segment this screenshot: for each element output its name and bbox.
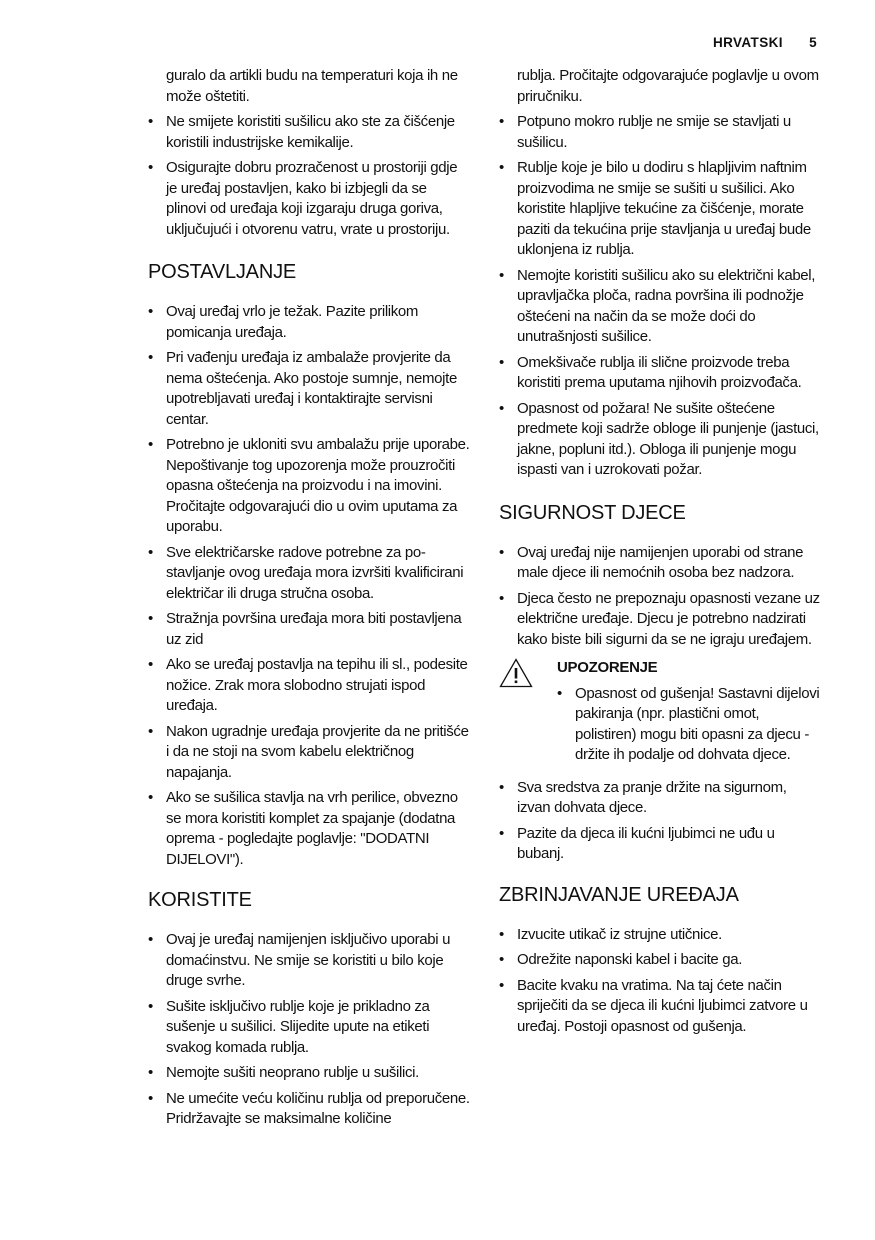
list-item: • Opasnost od gušenja! Sastavni dijelovi pakiranja (npr. plastični omot, polistiren) mogu biti opasni za djecu - držite ih podalje od dohvata djece.	[557, 684, 821, 766]
koristite-list-continued	[499, 112, 821, 481]
list-item: • Pazite da djeca ili kućni ljubimci ne uđu u bubanj.	[499, 824, 821, 865]
list-item: • Ne smijete koristiti sušilicu ako ste za čišćenje koristili industrijske kemikalije.	[148, 112, 470, 153]
list-item: • Pri vađenju uređaja iz ambalaže provjerite da nema oštećenja. Ako postoje sumnje, nemojte upotrebljavati uređaj i kontaktirajte servisni centar.	[148, 348, 470, 430]
list-item: • Sušite isključivo rublje koje je prikladno za sušenje u sušilici. Slijedite upute na etiketi svakog komada rublja.	[148, 997, 470, 1059]
list-item: • Omekšivače rublja ili slične proizvode treba koristiti prema uputama njihovih proizvođača.	[499, 353, 821, 394]
intro-list	[148, 112, 470, 240]
section-title-sigurnost-djece: SIGURNOST DJECE	[499, 501, 686, 524]
language-label: HRVATSKI	[712, 35, 783, 50]
list-item: • Stražnja površina uređaja mora biti postavljena uz zid	[148, 609, 470, 650]
list-item: • Ovaj uređaj nije namijenjen uporabi od strane male djece ili nemoćnih osoba bez nadzora.	[499, 543, 821, 584]
warning-list	[557, 684, 821, 766]
list-item: • Ako se sušilica stavlja na vrh perilice, obvezno se mora koristiti komplet za spajanje (dodatna oprema - pogledajte poglavlje: "DODATNI DIJELOVI").	[148, 788, 470, 870]
warning-box	[499, 658, 821, 766]
list-item: • Bacite kvaku na vratima. Na taj ćete način spriječiti da se djeca ili kućni ljubimci zatvore u uređaj. Postoji opasnost od gušenja.	[499, 976, 821, 1038]
section-title-zbrinjavanje: ZBRINJAVANJE UREĐAJA	[499, 883, 739, 906]
list-item: • Ako se uređaj postavlja na tepihu ili sl., podesite nožice. Zrak mora slobodno strujati ispod uređaja.	[148, 655, 470, 717]
list-item: • Ovaj je uređaj namijenjen isključivo uporabi u domaćinstvu. Ne smije se koristiti u bilo koje druge svrhe.	[148, 930, 470, 992]
list-item: • Nemojte sušiti neoprano rublje u sušilici.	[148, 1063, 470, 1084]
postavljanje-list	[148, 302, 470, 870]
left-column	[148, 66, 470, 1135]
zbrinjavanje-list	[499, 925, 821, 1038]
koristite-continuation: rublja. Pročitajte odgovarajuće poglavlje u ovom priručniku.	[517, 67, 819, 105]
list-item: • Odrežite naponski kabel i bacite ga.	[499, 950, 821, 971]
list-item: • Osigurajte dobru prozračenost u prostoriji gdje je uređaj postavljen, kako bi izbjegli da se plinovi od uređaja koji izgaraju druga goriva, uključujući i otvorenu vatru, vrate u prostoriju.	[148, 158, 470, 240]
list-item: • Nemojte koristiti sušilicu ako su električni kabel, upravljačka ploča, radna površina ili podnožje oštećeni na način da se može doći do unutrašnjosti sušilice.	[499, 266, 821, 348]
page-number: 5	[809, 35, 817, 50]
page-header	[713, 35, 817, 50]
warning-triangle-icon	[499, 658, 533, 688]
list-item: • Sve električarske radove potrebne za postavljanje ovog uređaja mora izvršiti kvalificirani električar ili druga stručna osoba.	[148, 543, 470, 605]
list-item: • Rublje koje je bilo u dodiru s hlapljivim naftnim proizvodima ne smije se sušiti u sušilici. Ako koristite hlapljive tekućine za čišćenje, morate paziti da tekućina prije stavljanja u uređaj bude uklonjena iz rublja.	[499, 158, 821, 261]
list-item: • Potrebno je ukloniti svu ambalažu prije uporabe. Nepoštivanje tog upozorenja može prouzročiti opasna oštećenja na proizvodu i na imovini. Pročitajte odgovarajući dio u ovim uputama za uporabu.	[148, 435, 470, 538]
intro-continuation: guralo da artikli budu na temperaturi koja ih ne može oštetiti.	[166, 67, 458, 105]
list-item: • Ne umećite veću količinu rublja od preporučene. Pridržavajte se maksimalne količine	[148, 1089, 470, 1130]
list-item: • Sva sredstva za pranje držite na sigurnom, izvan dohvata djece.	[499, 778, 821, 819]
list-item: • Opasnost od požara! Ne sušite oštećene predmete koji sadrže obloge ili punjenje (jastuci, jakne, popluni itd.). Obloga ili punjenje mogu ispasti van i uzrokovati požar.	[499, 399, 821, 481]
list-item: • Nakon ugradnje uređaja provjerite da ne pritišće i da ne stoji na svom kabelu električnog napajanja.	[148, 722, 470, 784]
sigurnost-list-after	[499, 778, 821, 865]
list-item: • Ovaj uređaj vrlo je težak. Pazite prilikom pomicanja uređaja.	[148, 302, 470, 343]
warning-title: UPOZORENJE	[557, 659, 658, 676]
koristite-list	[148, 930, 470, 1130]
section-title-koristite: KORISTITE	[148, 889, 252, 911]
list-item: • Djeca često ne prepoznaju opasnosti vezane uz električne uređaje. Djecu je potrebno nadzirati kako biste bili sigurni da se ne igraju uređajem.	[499, 589, 821, 651]
list-item: • Izvucite utikač iz strujne utičnice.	[499, 925, 821, 946]
sigurnost-list	[499, 543, 821, 651]
right-column	[499, 66, 821, 1042]
list-item: • Potpuno mokro rublje ne smije se stavljati u sušilicu.	[499, 112, 821, 153]
section-title-postavljanje: POSTAVLJANJE	[148, 261, 297, 283]
